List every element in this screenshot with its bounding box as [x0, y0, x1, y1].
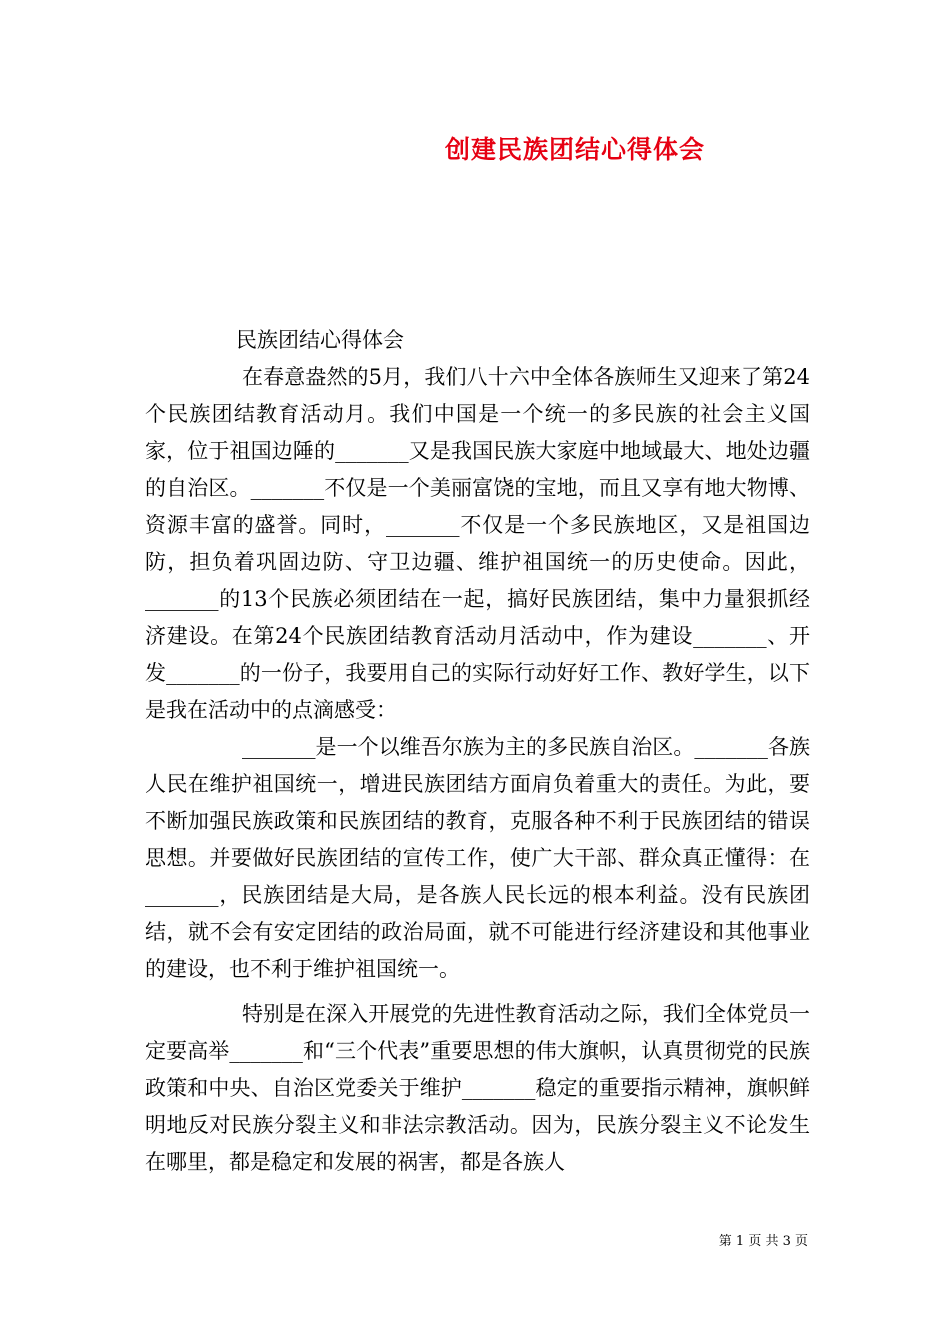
document-subtitle: 民族团结心得体会: [236, 328, 404, 352]
paragraph-2: _______是一个以维吾尔族为主的多民族自治区。_______各族人民在维护祖国统一，增进民族团结方面肩负着重大的责任。为此，要不断加强民族政策和民族团结的教育，克服各种不利于民族团结的错误思想。并要做好民族团结的宣传工作，使广大干部、群众真正懂得：在_______，民族团结是大局，是各族人民长远的根本利益。没有民族团结，就不会有安定团结的政治局面，就不可能进行经济建设和其他事业的建设，也不利于维护祖国统一。: [145, 735, 810, 981]
paragraph-1: 在春意盎然的5月，我们八十六中全体各族师生又迎来了第24个民族团结教育活动月。我们中国是一个统一的多民族的社会主义国家，位于祖国边陲的_______又是我国民族大家庭中地域最大、地处边疆的自治区。_______不仅是一个美丽富饶的宝地，而且又享有地大物博、资源丰富的盛誉。同时，_______不仅是一个多民族地区，又是祖国边防，担负着巩固边防、守卫边疆、维护祖国统一的历史使命。因此，_______的13个民族必须团结在一起，搞好民族团结，集中力量狠抓经济建设。在第24个民族团结教育活动月活动中，作为建设_______、开发_______的一份子，我要用自己的实际行动好好工作、教好学生，以下是我在活动中的点滴感受：: [145, 365, 810, 722]
document-title-text: 创建民族团结心得体会: [444, 135, 705, 164]
document-body: [145, 322, 810, 1181]
paragraph-3: 特别是在深入开展党的先进性教育活动之际，我们全体党员一定要高举_______和“三个代表”重要思想的伟大旗帜，认真贯彻党的民族政策和中央、自治区党委关于维护_______稳定的重要指示精神，旗帜鲜明地反对民族分裂主义和非法宗教活动。因为，民族分裂主义不论发生在哪里，都是稳定和发展的祸害，都是各族人: [145, 1002, 810, 1174]
page-number: 第 1 页 共 3 页: [718, 1234, 808, 1249]
document-title: [0, 132, 950, 168]
